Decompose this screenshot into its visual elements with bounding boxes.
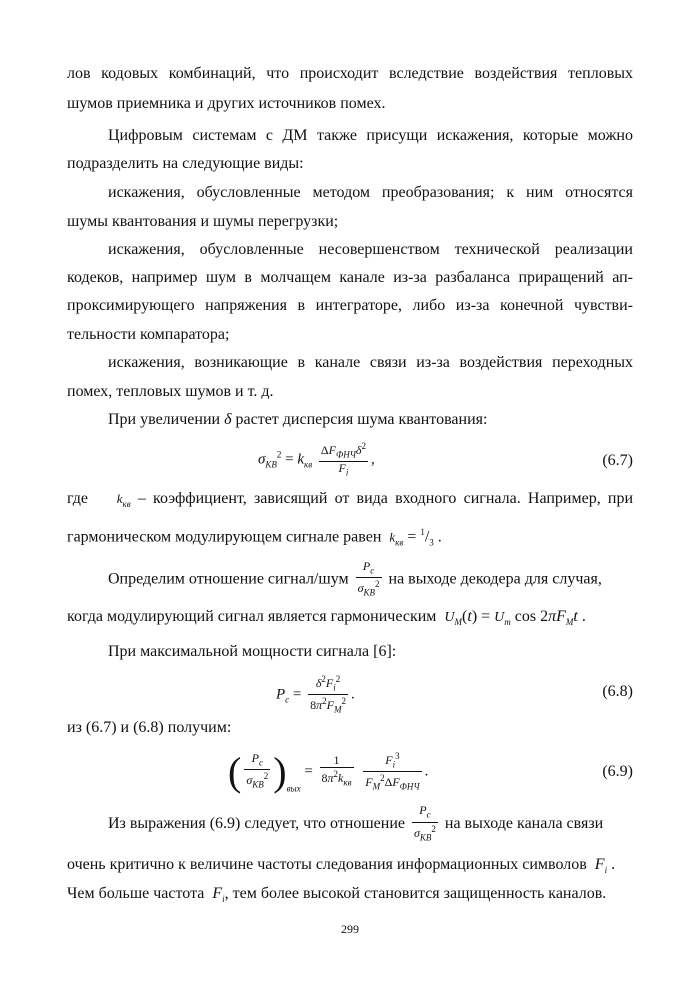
- text-line: Цифровым системам с ДМ также присущи искажения, которые можно: [108, 127, 633, 144]
- text-line: лов кодовых комбинаций, что происходит вследствие воздействия тепловых: [67, 65, 633, 82]
- page-number: 299: [341, 922, 359, 936]
- equation-6-8: $P_c$ = $\frac{\delta^2F_i^2}{8\pi^2F_M^2}$ .: [276, 674, 355, 715]
- text-line: искажения, возникающие в канале связи из-за воздействия переходных: [108, 354, 633, 371]
- equation-number: (6.7): [602, 452, 633, 469]
- text-line: тельности компаратора;: [67, 326, 230, 343]
- text-line: из (6.7) и (6.8) получим:: [67, 719, 232, 736]
- text-line: При увеличении δ растет дисперсия шума квантования:: [108, 411, 488, 428]
- text-line: Определим отношение сигнал/шум $\frac{P_c}{\sigma_{КВ}^2}$ на выходе декодера для случая,: [108, 560, 602, 596]
- text-line: Из выражения (6.9) следует, что отношение $\frac{P_c}{\sigma_{КВ}^2}$ на выходе канала связи: [108, 804, 604, 843]
- text-line: помех, тепловых шумов и т. д.: [67, 383, 274, 400]
- equation-6-9: ( $\frac{P_c}{\sigma_{КВ}^2}$ )$_{вых}$ = $\frac{1}{8\pi^2k_{кв}}$ $\frac{F_i^3}{F_M^2\Delta F_{ФНЧ}}$ .: [228, 748, 429, 794]
- equation-number: (6.8): [602, 683, 633, 700]
- equation-6-7: $\sigma_{КВ}^2 = k_{кв}$ $\frac{\Delta F_{ФНЧ}\delta^2}{F_i}$ ,: [258, 441, 375, 478]
- text-line: когда модулирующий сигнал является гармоническим $U_M(t) = U_m$ $\cos 2\pi F_Mt$ .: [67, 608, 586, 628]
- equation-number: (6.9): [602, 763, 633, 780]
- text-line: проксимирующего напряжения в интеграторе, либо из-за конечной чувстви-: [67, 297, 633, 314]
- text-line: кодеков, например шум в молчащем канале из-за разбаланса приращений ап-: [67, 269, 633, 286]
- text-line: искажения, обусловленные несовершенством технической реализации: [108, 241, 633, 258]
- text-line: гармоническом модулирующем сигнале равен $k_{кв} = ^1/_3$ .: [67, 527, 442, 546]
- text-line: При максимальной мощности сигнала [6]:: [108, 643, 397, 660]
- text-line: где $k_{кв}$ – коэффициент, зависящий от вида входного сигнала. Например, при: [67, 490, 633, 509]
- text-line: Чем больше частота $F_i$, тем более высокой становится защищенность каналов.: [67, 885, 607, 904]
- text-line: очень критично к величине частоты следования информационных символов $F_i$ .: [67, 856, 616, 875]
- text-line: шумов приемника и других источников помех.: [67, 95, 386, 112]
- text-line: подразделить на следующие виды:: [67, 155, 304, 172]
- text-line: шумы квантования и шумы перегрузки;: [67, 213, 339, 230]
- text-line: искажения, обусловленные методом преобразования; к ним относятся: [108, 184, 633, 201]
